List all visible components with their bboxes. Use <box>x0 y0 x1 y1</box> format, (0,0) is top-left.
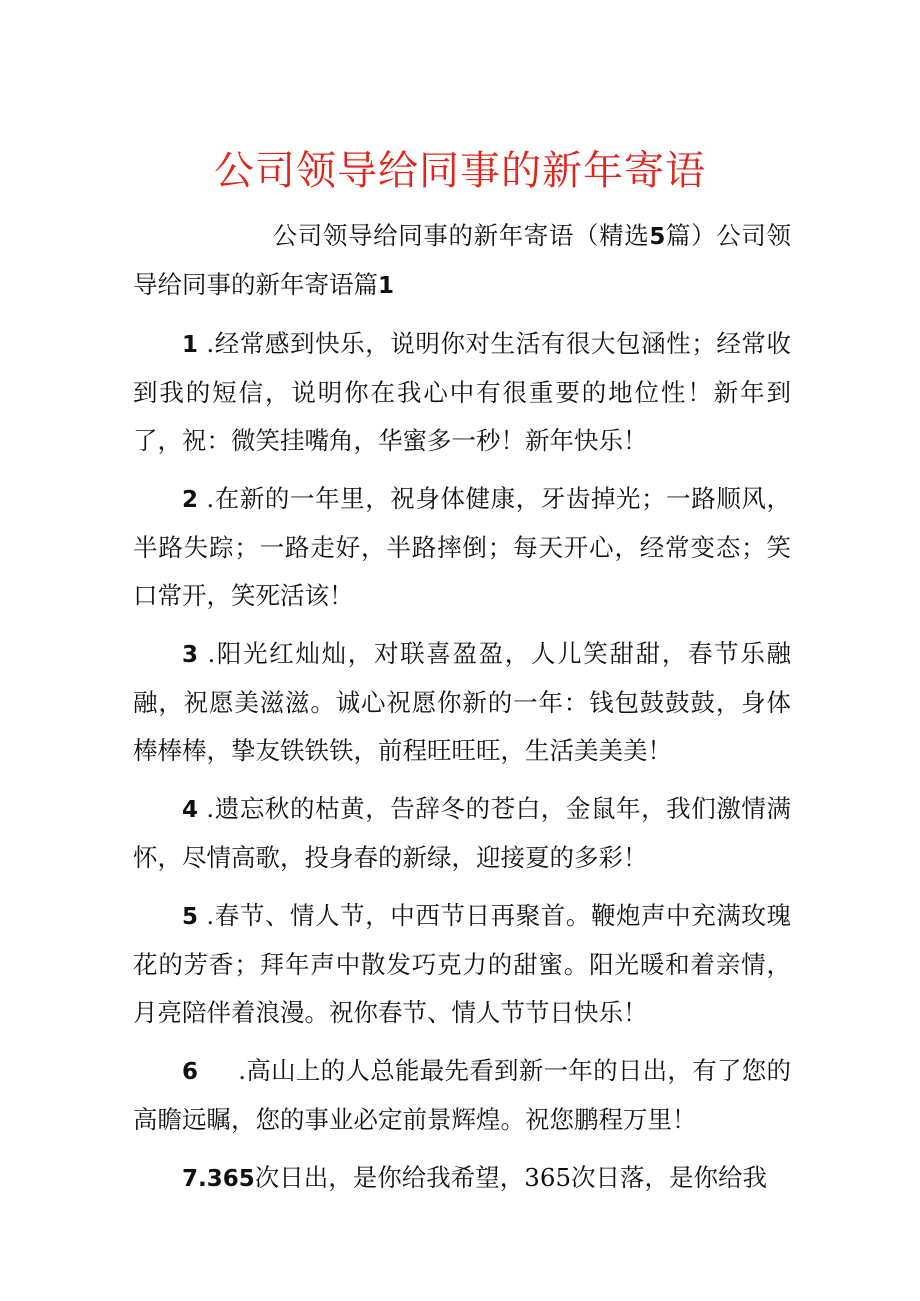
greeting-item <box>133 1154 791 1203</box>
item-number: 6 <box>182 1059 199 1085</box>
item-number: 5 <box>182 904 199 930</box>
intro-paragraph <box>133 212 791 310</box>
document-body <box>133 212 791 1213</box>
intro-text-b: 篇）公司领导给同事的新年寄语篇 <box>133 221 792 299</box>
greeting-item <box>133 320 791 465</box>
item-separator: . <box>198 901 215 930</box>
item-number: 7.365 <box>182 1166 255 1192</box>
intro-count: 5 <box>649 224 666 250</box>
item-number: 3 <box>182 642 199 668</box>
greeting-item <box>133 630 791 775</box>
greeting-item <box>133 1047 791 1144</box>
item-text: 在新的一年里，祝身体健康，牙齿掉光；一路顺风，半路失踪；一路走好，半路摔倒；每天开心，经常变态；笑口常开，笑死活该！ <box>133 484 791 610</box>
item-separator: . <box>198 639 216 668</box>
item-text: 遗忘秋的枯黄，告辞冬的苍白，金鼠年，我们激情满怀，尽情高歌，投身春的新绿，迎接夏的多彩！ <box>133 794 791 872</box>
greeting-item <box>133 785 791 882</box>
item-separator: . <box>198 1056 247 1085</box>
item-text: 春节、情人节，中西节日再聚首。鞭炮声中充满玫瑰花的芳香；拜年声中散发巧克力的甜蜜。阳光暖和着亲情，月亮陪伴着浪漫。祝你春节、情人节节日快乐！ <box>133 901 791 1027</box>
item-number: 2 <box>182 487 199 513</box>
intro-text-a: 公司领导给同事的新年寄语（精选 <box>272 221 650 250</box>
intro-section-number: 1 <box>378 273 395 299</box>
greeting-item <box>133 475 791 620</box>
item-separator: . <box>198 794 215 823</box>
greeting-item <box>133 892 791 1037</box>
item-text: 经常感到快乐，说明你对生活有很大包涵性；经常收到我的短信，说明你在我心中有很重要的地位性！新年到了，祝：微笑挂嘴角，华蜜多一秒！新年快乐！ <box>133 329 791 455</box>
item-separator: . <box>198 329 215 358</box>
document-title: 公司领导给同事的新年寄语 <box>214 148 706 194</box>
item-separator: . <box>198 484 215 513</box>
item-number: 4 <box>182 797 199 823</box>
item-text: 高山上的人总能最先看到新一年的日出，有了您的高瞻远瞩，您的事业必定前景辉煌。祝您鹏程万里！ <box>133 1056 791 1134</box>
item-text: 阳光红灿灿，对联喜盈盈，人儿笑甜甜，春节乐融融，祝愿美滋滋。诚心祝愿你新的一年：钱包鼓鼓鼓，身体棒棒棒，挚友铁铁铁，前程旺旺旺，生活美美美！ <box>133 639 791 765</box>
item-number: 1 <box>182 332 199 358</box>
item-text: 次日出，是你给我希望，365次日落，是你给我 <box>254 1163 768 1192</box>
